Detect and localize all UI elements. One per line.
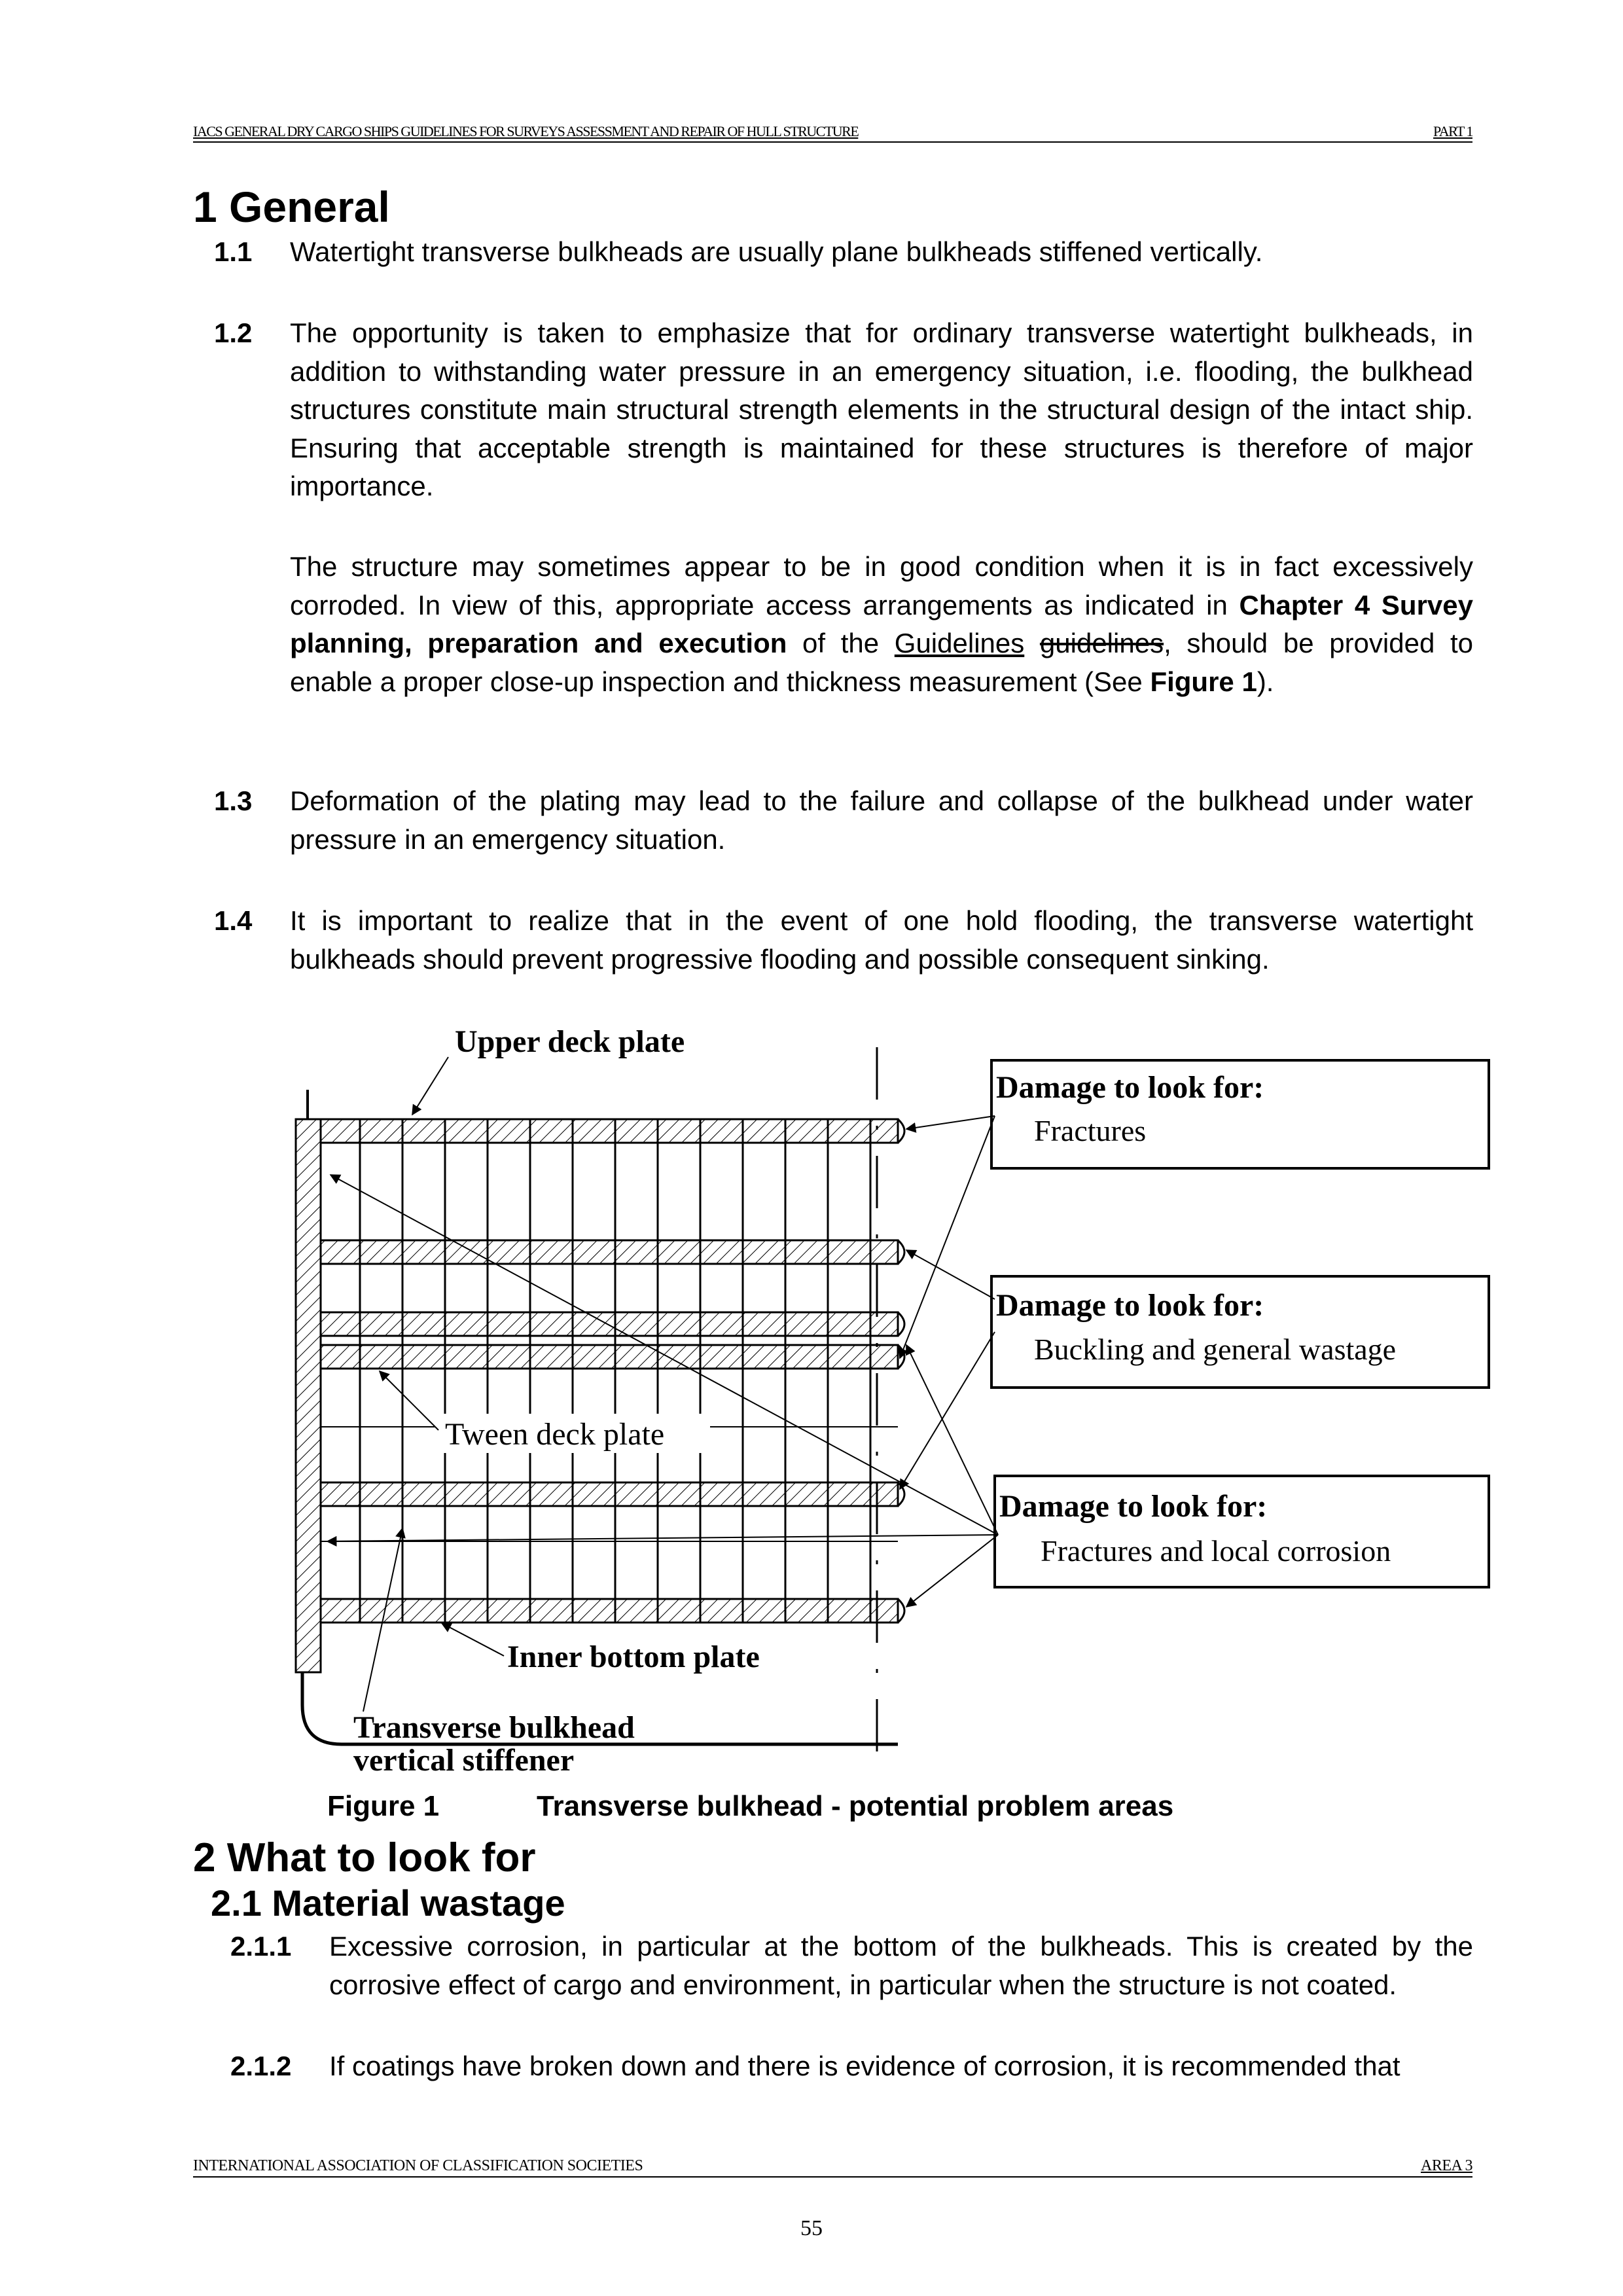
damage-box-2-title: Damage to look for: <box>996 1288 1264 1323</box>
bulkhead-diagram-svg <box>288 1018 1512 1787</box>
label-upper-deck-plate: Upper deck plate <box>455 1024 685 1059</box>
running-header-part: PART 1 <box>1433 123 1472 139</box>
deck-strip-5 <box>321 1482 898 1506</box>
subsection-2-1-heading: 2.1 Material wastage <box>211 1882 565 1924</box>
text-run: , should be provided to enable a proper close-up inspection and thickness measurement (See <box>290 628 1474 697</box>
running-header-title: IACS GENERAL DRY CARGO SHIPS GUIDELINES FOR SURVEYS ASSESSMENT AND REPAIR OF HULL STRUCTURE <box>193 123 859 139</box>
footer-area: AREA 3 <box>1420 2157 1472 2174</box>
para-1-2: The opportunity is taken to emphasize that for ordinary transverse watertight bulkheads, in addition to withstanding water pressure in an emergency situation, i.e. flooding, the bulkhead structures constitute main structural strength elements in the structural design of the intact ship. Ensuring that acceptable strength is maintained for these structures is therefore of major importance. <box>290 317 1473 501</box>
damage-box-1 <box>991 1060 1489 1168</box>
section-2-heading: 2 What to look for <box>193 1835 536 1880</box>
inner-bottom-strip <box>321 1599 898 1623</box>
para-1-4-number: 1.4 <box>214 905 253 936</box>
para-1-2-continued <box>290 548 1473 701</box>
damage-box-1-title: Damage to look for: <box>996 1070 1264 1105</box>
label-stiffener-line1: Transverse bulkhead <box>353 1710 635 1745</box>
chapter-4-reference: Chapter 4 Survey planning, preparation and execution <box>290 589 1473 658</box>
tween-deck-strip-lower <box>321 1345 898 1369</box>
page-footer <box>193 2157 1472 2178</box>
damage-box-2-body: Buckling and general wastage <box>1034 1333 1397 1366</box>
para-1-1: Watertight transverse bulkheads are usually plane bulkheads stiffened vertically. <box>290 236 1263 267</box>
tween-deck-strip-upper <box>321 1312 898 1336</box>
section-1-heading: 1 General <box>193 183 390 231</box>
para-1-4: It is important to realize that in the event of one hold flooding, the transverse watertight bulkheads should prevent progressive flooding and possible consequent sinking. <box>290 905 1473 975</box>
text-run: of the <box>787 628 895 658</box>
damage-box-3-body: Fractures and local corrosion <box>1041 1534 1391 1568</box>
para-2-1-2: If coatings have broken down and there is evidence of corrosion, it is recommended that <box>329 2051 1400 2081</box>
para-1-3: Deformation of the plating may lead to the failure and collapse of the bulkhead under water pressure in an emergency situation. <box>290 785 1473 855</box>
inserted-text-guidelines: Guidelines <box>894 628 1025 658</box>
para-1-1-number: 1.1 <box>214 236 253 267</box>
damage-box-3 <box>995 1476 1489 1587</box>
side-shell-plate <box>296 1119 321 1672</box>
upper-deck-strip <box>321 1119 898 1143</box>
damage-box-2 <box>991 1276 1489 1388</box>
para-1-3-number: 1.3 <box>214 785 253 816</box>
label-inner-bottom-plate: Inner bottom plate <box>507 1640 760 1674</box>
damage-box-1-body: Fractures <box>1034 1114 1147 1147</box>
para-2-1-1-number: 2.1.1 <box>230 1931 292 1962</box>
text-run: ). <box>1257 666 1274 697</box>
deleted-text-guidelines: guidelines <box>1039 628 1164 658</box>
running-header <box>193 122 1472 143</box>
damage-box-3-title: Damage to look for: <box>999 1489 1268 1524</box>
figure-1-reference: Figure 1 <box>1150 666 1257 697</box>
figure-1-bulkhead-diagram <box>288 1018 1512 1787</box>
deck-strip-2 <box>321 1240 898 1264</box>
para-2-1-1: Excessive corrosion, in particular at the bottom of the bulkheads. This is created by the corrosive effect of cargo and environment, in particular when the structure is not coated. <box>329 1931 1473 2000</box>
label-tween-deck-plate: Tween deck plate <box>445 1417 665 1452</box>
label-stiffener-line2: vertical stiffener <box>353 1743 575 1778</box>
text-run: The structure may sometimes appear to be in good condition when it is in fact excessively corroded. In view of this, appropriate access arrangements as indicated in <box>290 551 1473 620</box>
figure-1-caption-text: Transverse bulkhead - potential problem areas <box>537 1790 1174 1822</box>
footer-organisation: INTERNATIONAL ASSOCIATION OF CLASSIFICATION SOCIETIES <box>193 2157 643 2174</box>
page-number: 55 <box>800 2216 823 2240</box>
figure-1-caption-number: Figure 1 <box>327 1790 440 1822</box>
para-2-1-2-number: 2.1.2 <box>230 2051 292 2081</box>
vertical-stiffeners <box>360 1119 870 1623</box>
para-1-2-number: 1.2 <box>214 317 253 348</box>
